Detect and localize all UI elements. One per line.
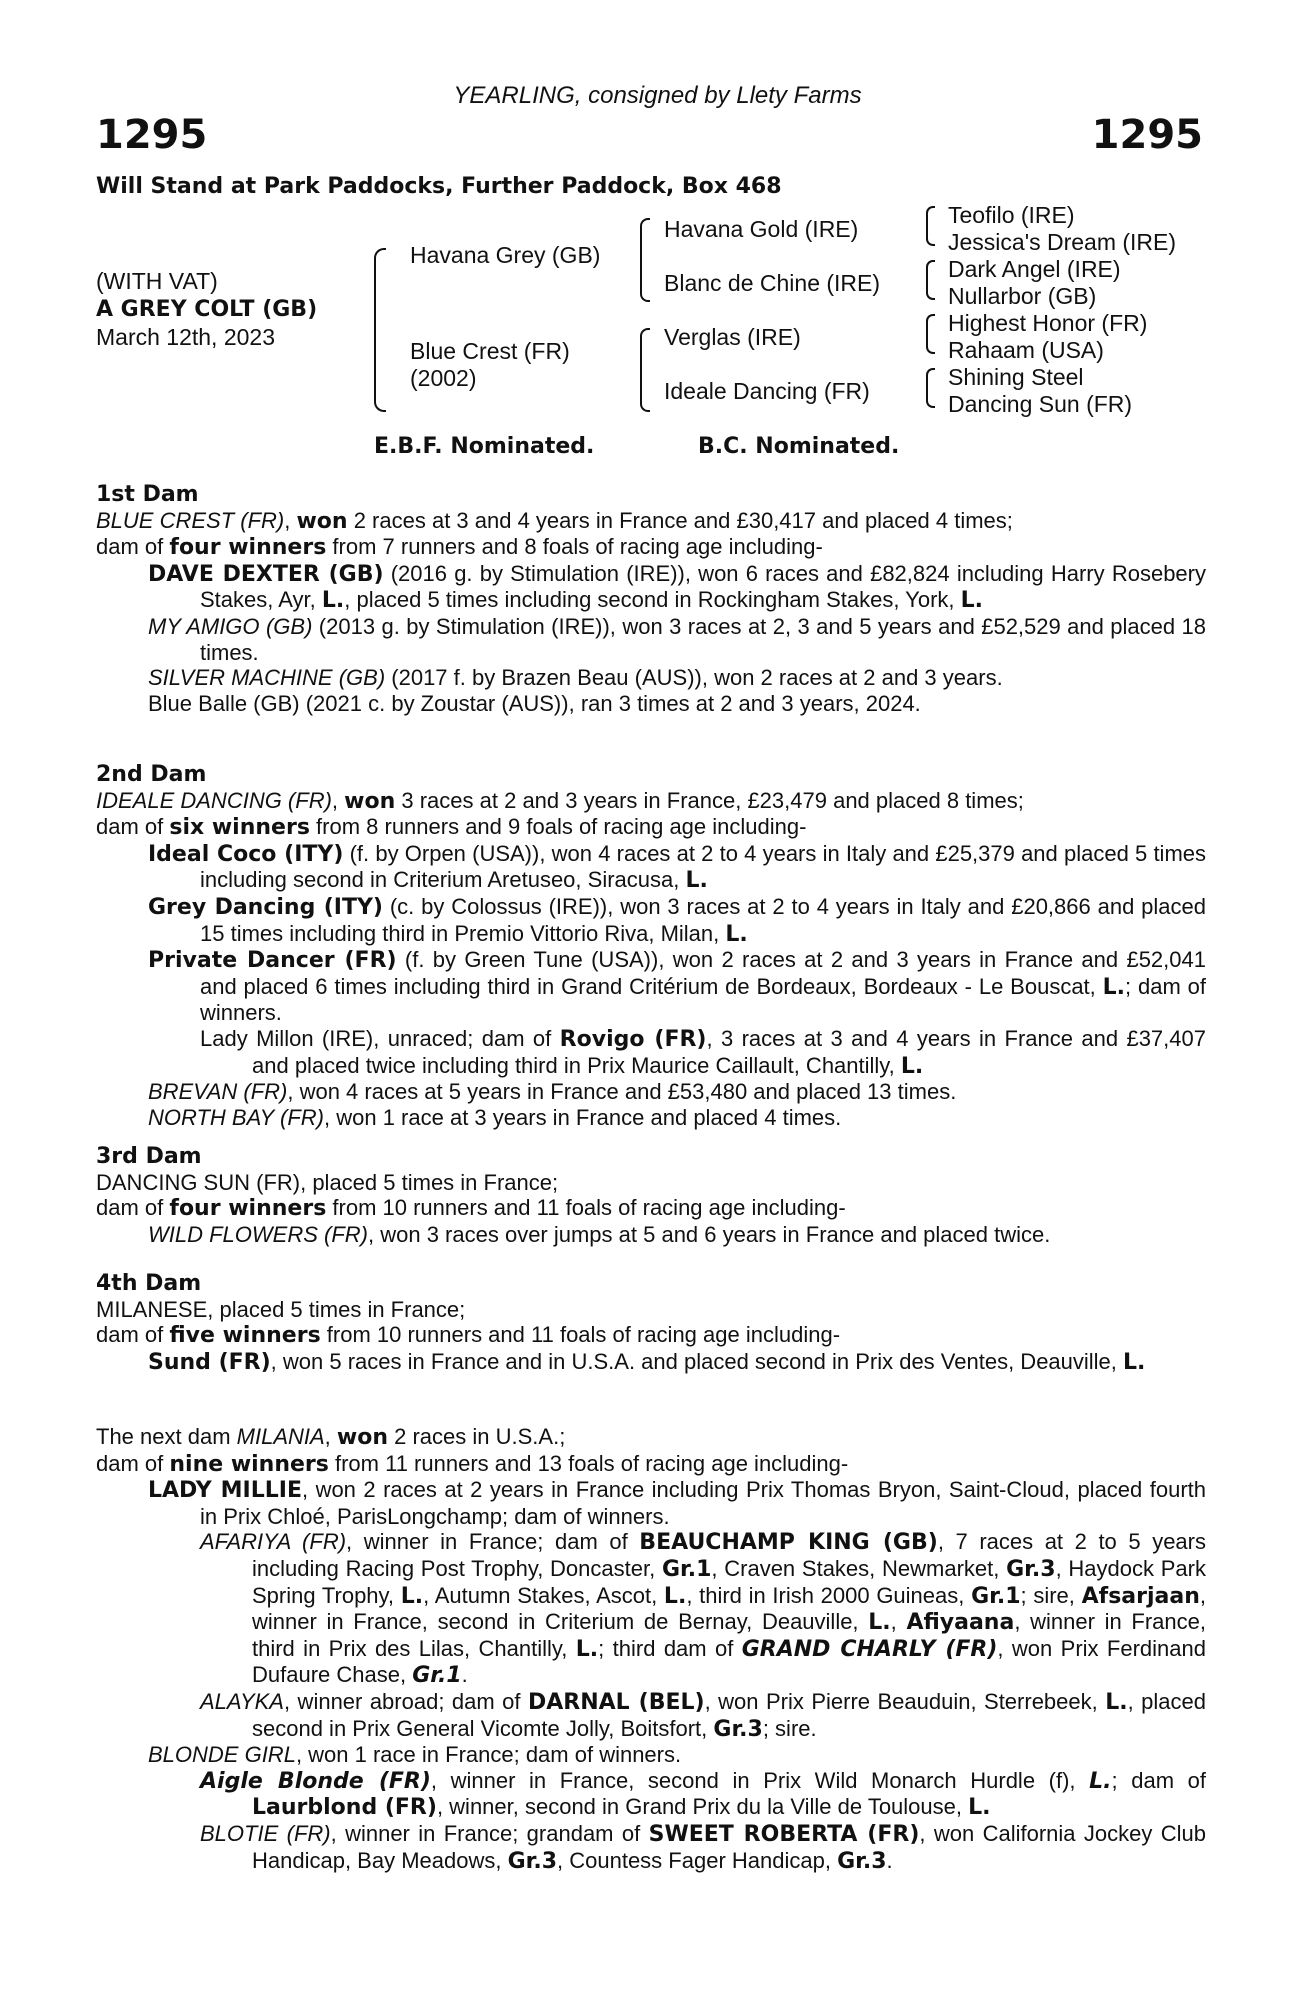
group-mark: Gr.3 <box>1006 1556 1056 1582</box>
sire-name: Havana Grey (GB) <box>410 242 601 268</box>
third-dam-produce-line <box>96 1195 1206 1222</box>
listed-mark: L. <box>685 868 708 894</box>
text: , winner, second in Grand Prix du la Ville de Toulouse, <box>436 1794 969 1820</box>
fourth-dam-heading: 4th Dam <box>96 1271 202 1296</box>
group-mark: Gr.1 <box>661 1556 712 1582</box>
text: The next dam <box>96 1424 237 1449</box>
dam-name-text: MILANIA <box>236 1424 325 1449</box>
text: dam of <box>96 1322 170 1348</box>
produce-entry <box>148 665 1206 691</box>
listed-mark: L. <box>400 1583 424 1609</box>
dam-year: (2002) <box>410 365 477 391</box>
won-text: won <box>336 1425 389 1450</box>
produce-entry: Blue Balle (GB) (2021 c. by Zoustar (AUS)), ran 3 times at 2 and 3 years, 2024. <box>148 690 921 716</box>
ggp-sdd: Nullarbor (GB) <box>948 283 1097 309</box>
text: , Autumn Stakes, Ascot, <box>423 1582 664 1608</box>
third-dam-section <box>96 1144 1206 1247</box>
text: , 3 races at 3 and 4 years in France and £37,407 and placed twice including third in Prix Maurice Caillault, Chantilly, <box>252 1025 1206 1078</box>
second-dam-heading: 2nd Dam <box>96 762 207 787</box>
second-dam-line <box>96 788 1206 815</box>
listed-mark: L. <box>968 1795 991 1821</box>
produce-entry <box>148 1742 1206 1768</box>
ggp-dss: Highest Honor (FR) <box>948 310 1148 336</box>
listed-mark: L. <box>1105 1689 1128 1715</box>
text: , 7 races at 2 to 5 years including Racing Post Trophy, Doncaster, <box>252 1529 1206 1581</box>
won-text: won <box>296 508 348 534</box>
text: , won 3 races over jumps at 5 and 6 years in France and placed twice. <box>368 1221 1051 1247</box>
dd-brace <box>926 368 935 408</box>
produce-entry <box>200 1768 1206 1821</box>
text: , placed 5 times including second in Rockingham Stakes, York, <box>344 587 961 613</box>
text: , winner in France, second in Prix Wild Monarch Hurdle (f), <box>430 1767 1090 1793</box>
text: 2 races in U.S.A.; <box>388 1424 566 1449</box>
text: , won 2 races at 2 years in France including Prix Thomas Bryon, Saint-Cloud, placed fourth in Prix Chloé, ParisLongchamp; dam of winners. <box>200 1477 1206 1529</box>
sire-sire: Havana Gold (IRE) <box>664 216 859 242</box>
produce-name: Aigle Blonde (FR) <box>200 1768 431 1794</box>
produce-name: Ideal Coco (ITY) <box>148 841 344 867</box>
text: (2016 g. by Stimulation (IRE)), won 6 races and £82,824 including Harry Rosebery Stakes, Ayr, <box>200 560 1206 613</box>
dam-sire: Verglas (IRE) <box>664 324 801 350</box>
winners-count: four winners <box>169 1196 327 1222</box>
text: , Haydock Park Spring Trophy, <box>252 1555 1206 1608</box>
won-text: won <box>344 788 396 814</box>
produce-entry <box>148 841 1206 894</box>
produce-name: GRAND CHARLY (FR) <box>741 1636 998 1662</box>
text: , won California Jockey Club Handicap, Bay Meadows, <box>252 1820 1206 1873</box>
lot-number-right: 1295 <box>1091 112 1203 158</box>
first-dam-heading: 1st Dam <box>96 482 199 507</box>
listed-mark: L. <box>1102 974 1126 1000</box>
dam-name-text: BLUE CREST (FR) <box>96 507 285 533</box>
text: dam of <box>96 534 170 560</box>
dam-name: Blue Crest (FR) <box>410 338 570 364</box>
produce-entry <box>148 1477 1206 1529</box>
produce-name: DAVE DEXTER (GB) <box>148 561 384 587</box>
listed-mark: L. <box>900 1053 924 1079</box>
winners-count: four winners <box>169 535 327 561</box>
group-mark: Gr.1 <box>971 1583 1021 1609</box>
text: , won Prix Pierre Beauduin, Sterrebeek, <box>704 1688 1106 1714</box>
third-dam-line: DANCING SUN (FR), placed 5 times in France; <box>96 1169 559 1195</box>
ggp-sss: Teofilo (IRE) <box>948 202 1075 228</box>
text: , winner in France, third in Prix des Lilas, Chantilly, <box>252 1609 1206 1661</box>
text: . <box>461 1662 468 1688</box>
listed-mark: L. <box>868 1610 891 1636</box>
text: , won 1 race in France; dam of winners. <box>295 1742 682 1768</box>
sd-brace <box>926 260 935 300</box>
text: Lady Millon (IRE), unraced; dam of <box>200 1025 560 1051</box>
group-mark: Gr.3 <box>713 1716 763 1742</box>
produce-name: AFARIYA (FR) <box>200 1529 347 1555</box>
text: . <box>886 1847 893 1873</box>
produce-entry <box>148 1349 1206 1376</box>
produce-name: WILD FLOWERS (FR) <box>148 1221 368 1247</box>
listed-mark: L. <box>321 588 345 614</box>
second-dam-section <box>96 762 1206 1130</box>
text: (f. by Green Tune (USA)), won 2 races at 2 and 3 years in France and £52,041 and placed 6 times including third in Grand Critérium de Bordeaux, Bordeaux - Le Bouscat, <box>200 947 1206 999</box>
text: , winner in France; grandam of <box>330 1820 649 1846</box>
listed-mark: L. <box>1089 1768 1112 1794</box>
produce-name: ALAYKA <box>200 1688 284 1714</box>
text: from 8 runners and 9 foals of racing age including- <box>309 814 807 840</box>
horse-name: A GREY COLT (GB) <box>96 297 318 322</box>
winners-count: five winners <box>169 1323 321 1349</box>
text: , winner in France, second in Criterium de Bernay, Deauville, <box>252 1582 1207 1635</box>
second-dam-produce-line <box>96 814 1206 841</box>
next-dam-section <box>96 1424 1206 1874</box>
text: , winner abroad; dam of <box>283 1688 528 1714</box>
ss-brace <box>926 206 935 246</box>
produce-name: SILVER MACHINE (GB) <box>148 665 386 691</box>
text: , winner in France; dam of <box>346 1529 640 1555</box>
stand-location: Will Stand at Park Paddocks, Further Paddock, Box 468 <box>96 174 782 199</box>
ggp-ddd: Dancing Sun (FR) <box>948 391 1133 417</box>
produce-name: Private Dancer (FR) <box>148 948 397 974</box>
produce-name: BEAUCHAMP KING (GB) <box>639 1530 938 1556</box>
text: ; dam of winners. <box>200 973 1206 1026</box>
listed-mark: L. <box>663 1583 687 1609</box>
listed-mark: L. <box>725 921 748 947</box>
sire-dam: Blanc de Chine (IRE) <box>664 270 881 296</box>
next-dam-produce-line <box>96 1451 1206 1478</box>
winners-count: six winners <box>169 815 310 841</box>
produce-name: MY AMIGO (GB) <box>148 613 313 639</box>
sire-brace <box>640 218 650 302</box>
produce-name: SWEET ROBERTA (FR) <box>648 1821 920 1847</box>
text: , third in Irish 2000 Guineas, <box>686 1582 972 1608</box>
text: , won 4 races at 5 years in France and £53,480 and placed 13 times. <box>287 1079 957 1105</box>
text: , <box>890 1609 907 1635</box>
produce-name: Grey Dancing (ITY) <box>148 894 383 920</box>
ggp-ssd: Jessica's Dream (IRE) <box>948 229 1177 255</box>
produce-entry <box>200 1689 1206 1742</box>
produce-entry <box>148 1079 1206 1105</box>
produce-entry <box>148 1222 1206 1248</box>
text: from 7 runners and 8 foals of racing age including- <box>326 534 823 560</box>
text: ; sire, <box>1020 1582 1082 1608</box>
produce-entry <box>200 1821 1206 1874</box>
text: dam of <box>96 1195 170 1221</box>
text: dam of <box>96 814 170 840</box>
ggp-dsd: Rahaam (USA) <box>948 337 1104 363</box>
bc-nomination: B.C. Nominated. <box>698 434 900 459</box>
third-dam-heading: 3rd Dam <box>96 1144 202 1169</box>
produce-name: Sund (FR) <box>148 1349 271 1375</box>
first-dam-produce-line <box>96 534 1206 561</box>
text: , placed second in Prix General Vicomte Jolly, Boitsfort, <box>252 1688 1206 1741</box>
produce-name: Laurblond (FR) <box>252 1795 437 1821</box>
produce-name: Afiyaana <box>906 1610 1015 1636</box>
fourth-dam-section <box>96 1271 1206 1375</box>
text: ; sire. <box>762 1715 817 1741</box>
produce-entry <box>148 894 1206 947</box>
text: , <box>284 507 297 533</box>
text: ; dam of <box>1111 1767 1206 1793</box>
text: , <box>331 787 345 813</box>
group-mark: Gr.3 <box>507 1848 558 1874</box>
lot-number-left: 1295 <box>96 112 208 158</box>
foaling-date: March 12th, 2023 <box>96 324 276 350</box>
vat-note: (WITH VAT) <box>96 268 218 294</box>
text: 3 races at 2 and 3 years in France, £23,479 and placed 8 times; <box>395 787 1024 813</box>
group-mark: Gr.1 <box>412 1663 462 1689</box>
text: , Countess Fager Handicap, <box>557 1847 838 1873</box>
text: 2 races at 3 and 4 years in France and £30,417 and placed 4 times; <box>347 507 1013 533</box>
fourth-dam-line: MILANESE, placed 5 times in France; <box>96 1296 466 1322</box>
text: (2013 g. by Stimulation (IRE)), won 3 races at 2, 3 and 5 years and £52,529 and placed 18 times. <box>200 613 1206 665</box>
text: , Craven Stakes, Newmarket, <box>711 1555 1007 1581</box>
ebf-nomination: E.B.F. Nominated. <box>374 434 595 459</box>
produce-entry <box>148 1105 1206 1131</box>
produce-name: Rovigo (FR) <box>559 1026 707 1052</box>
produce-name: BLOTIE (FR) <box>200 1820 331 1846</box>
dam-dam: Ideale Dancing (FR) <box>664 378 870 404</box>
text: , won 5 races in France and in U.S.A. and placed second in Prix des Ventes, Deauville, <box>270 1348 1124 1374</box>
winners-count: nine winners <box>169 1451 329 1477</box>
text: from 10 runners and 11 foals of racing age including- <box>320 1322 841 1348</box>
first-dam-section <box>96 482 1206 716</box>
text: (2017 f. by Brazen Beau (AUS)), won 2 races at 2 and 3 years. <box>385 665 1003 691</box>
listed-mark: L. <box>575 1636 599 1662</box>
first-dam-line <box>96 508 1206 535</box>
produce-name: BREVAN (FR) <box>148 1079 288 1105</box>
text: (f. by Orpen (USA)), won 4 races at 2 to 4 years in Italy and £25,379 and placed 5 times including second in Criterium Aretuseo, Siracusa, <box>200 840 1206 893</box>
produce-name: DARNAL (BEL) <box>527 1689 705 1715</box>
next-dam-line <box>96 1424 1206 1451</box>
text: (c. by Colossus (IRE)), won 3 races at 2 to 4 years in Italy and £20,866 and placed 15 times including third in Premio Vittorio Riva, Milan, <box>200 893 1207 946</box>
text: ; third dam of <box>598 1635 742 1661</box>
text: , won 1 race at 3 years in France and placed 4 times. <box>324 1104 842 1130</box>
text: dam of <box>96 1450 170 1476</box>
group-mark: Gr.3 <box>837 1848 887 1874</box>
text: from 10 runners and 11 foals of racing age including- <box>326 1195 846 1221</box>
produce-name: LADY MILLIE <box>148 1478 302 1504</box>
produce-entry <box>200 1529 1206 1689</box>
listed-mark: L. <box>1123 1349 1146 1375</box>
ggp-dds: Shining Steel <box>948 364 1084 390</box>
text: from 11 runners and 13 foals of racing age including- <box>328 1450 849 1476</box>
dam-name-text: IDEALE DANCING (FR) <box>96 787 332 813</box>
produce-entry <box>148 947 1206 1026</box>
produce-name: NORTH BAY (FR) <box>148 1104 325 1130</box>
produce-name: Afsarjaan <box>1081 1583 1200 1609</box>
text: , won Prix Ferdinand Dufaure Chase, <box>252 1635 1206 1688</box>
produce-entry <box>200 1026 1206 1079</box>
pedigree-brace <box>374 248 386 412</box>
catalogue-subtitle: YEARLING, consigned by Llety Farms <box>453 82 862 109</box>
produce-entry <box>148 614 1206 665</box>
produce-entry <box>148 561 1206 614</box>
listed-mark: L. <box>960 588 984 614</box>
ds-brace <box>926 314 935 354</box>
fourth-dam-produce-line <box>96 1322 1206 1349</box>
dam-brace <box>640 328 650 412</box>
produce-name: BLONDE GIRL <box>148 1742 296 1768</box>
ggp-sds: Dark Angel (IRE) <box>948 256 1121 282</box>
text: , <box>324 1424 337 1449</box>
